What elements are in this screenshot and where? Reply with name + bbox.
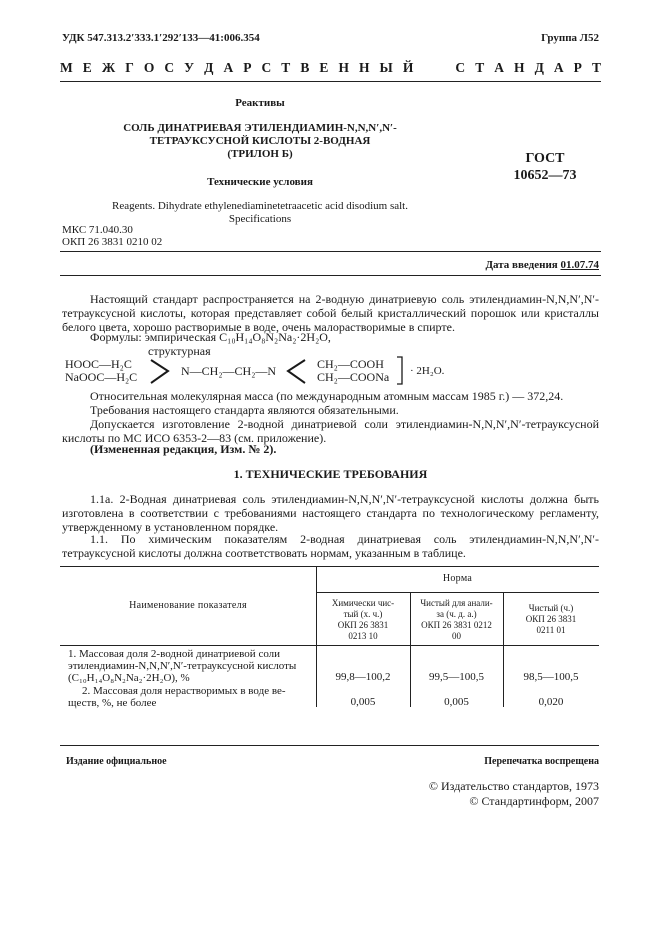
row-2-value-pure: 0,005 [350,696,376,708]
row-1-name-1: 1. Массовая доля 2-водной динатриевой соли [68,648,281,660]
grade-header-pure [316,598,410,642]
banner-letter: Н [338,60,349,75]
empirical-formula: C₁₀H₁₄O₈N₂Na₂·2H₂O, [219,330,331,344]
grade-line: тый (х. ч.) [343,609,383,619]
amendment-note: (Измененная редакция, Изм. № 2). [90,442,277,456]
category-title: Реактивы [235,97,285,109]
grade-line: ОКП 26 3831 0212 [421,620,492,630]
banner-letter: Н [514,60,525,75]
title-line-1: СОЛЬ ДИНАТРИЕВАЯ ЭТИЛЕНДИАМИН-N,N,N′,N′- [123,122,397,134]
iso-allowance: Допускается изготовление 2-водной динатриевой соли этилендиамин-N,N,N′,N′-тетрауксусной кислоты по МС ИСО 6353-2—83 (см. приложение). [62,417,599,445]
banner-letter: Т [281,60,291,75]
banner-letter: Ж [101,60,116,75]
struct-middle: N—CH₂—CH₂—N [181,364,277,378]
grade-line: Чистый для анали- [420,598,493,608]
grade-line: ОКП 26 3831 [525,614,577,624]
copyright-1973: © Издательство стандартов, 1973 [428,779,599,793]
table-header-rule [60,645,599,646]
table-col-name: Наименование показателя [129,600,247,611]
struct-brace-right [284,358,308,386]
struct-tail: · 2H₂O. [410,365,445,377]
struct-left [65,358,137,384]
reprint-notice: Перепечатка воспрещена [484,756,599,767]
classification-codes [62,224,162,248]
banner-letter: Ы [379,60,393,75]
structural-label: структурная [148,344,211,358]
banner-letter: А [223,60,234,75]
banner-letter: М [60,60,73,75]
banner-letter: С [261,60,272,75]
banner-letter: Т [475,60,485,75]
title-line-3: (ТРИЛОН Б) [227,148,293,160]
banner-letter: Т [591,60,601,75]
official-edition: Издание официальное [66,756,167,767]
table-norm-rule [316,592,599,593]
banner-letter: А [553,60,564,75]
banner-letter: Е [319,60,329,75]
banner-letter: Р [573,60,582,75]
gost-number [490,150,600,184]
formulas-label: Формулы: эмпирическая [90,330,217,344]
section-heading: 1. ТЕХНИЧЕСКИЕ ТРЕБОВАНИЯ [233,467,428,481]
paragraph-1-1a: 1.1а. 2-Водная динатриевая соль этилендиамин-N,N,N′,N′-тетрауксусной кислоты должна быть изготовлена в соответствии с требованиями настоящего стандарта по технологическому регламенту, утвержденному в установленном порядке. [62,492,599,534]
grade-line: ОКП 26 3831 [337,620,389,630]
mks-code: МКС 71.040.30 [62,224,133,236]
struct-bracket [396,356,404,386]
english-line-2: Specifications [228,213,292,225]
struct-right-1: CH₂—COOH [317,357,384,371]
banner-letter: Н [358,60,370,75]
group-code: Группа Л52 [541,32,599,44]
udk-code: УДК 547.313.2′333.1′292′133—41:006.354 [62,32,260,44]
copyright-2007: © Стандартинформ, 2007 [469,794,599,808]
english-title [60,200,460,226]
banner-letter: Р [243,60,252,75]
struct-right-2: CH₂—COONa [317,370,390,384]
gost-label: ГОСТ [525,151,565,166]
banner-letter: А [494,60,504,75]
banner-letter: Г [125,60,134,75]
row-1-name-2: этилендиамин-N,N,N′,N′-тетрауксусной кислоты [68,660,297,672]
struct-right [317,358,389,384]
banner-letter: С [164,60,175,75]
title-line-2: ТЕТРАУКСУСНОЙ КИСЛОТЫ 2-ВОДНАЯ [149,135,371,147]
struct-brace-left [148,358,172,386]
standard-banner [60,60,601,76]
intro-date [485,259,599,271]
english-line-1: Reagents. Dihydrate ethylenediaminetetraacetic acid disodium salt. [112,200,408,212]
grade-line: 00 [452,631,461,641]
grade-line: за (ч. д. а.) [436,609,477,619]
row-2-name-1: 2. Массовая доля нерастворимых в воде ве- [82,685,286,697]
grade-line: Химически чис- [331,598,395,608]
standard-title [60,122,460,161]
grade-line: Чистый (ч.) [528,603,574,613]
header-rule [60,81,601,82]
row-2-name-2: ществ, %, не более [68,697,157,709]
banner-letter: Д [204,60,214,75]
table-row [68,685,312,709]
date-rule [60,275,601,276]
row-1-value-pure: 99,8—100,2 [335,671,391,683]
banner-letter: О [143,60,155,75]
banner-letter: В [300,60,310,75]
intro-date-label: Дата введения [485,259,558,271]
row-2-value-clean: 0,020 [538,696,564,708]
intro-paragraph: Настоящий стандарт распространяется на 2-водную динатриевую соль этилендиамин-N,N,N′,N′-тетрауксусной кислоты, которая представляет собой белый кристаллический порошок или кристаллы белого цвета, хорошо растворимые в воде, очень малорастворимые в спирте. [62,292,599,334]
okp-code: ОКП 26 3831 0210 02 [62,236,163,248]
banner-letter: С [455,60,466,75]
gost-code: 10652—73 [513,168,577,183]
paragraph-1-1: 1.1. По химическим показателям 2-водная динатриевая соль этилендиамин-N,N,N′,N′-тетрауксусной кислоты должна соответствовать нормам, указанным в таблице. [62,532,599,560]
row-1-name-3: (C₁₀H₁₄O₈N₂Na₂·2H₂O), % [68,672,190,684]
molecular-mass: Относительная молекулярная масса (по международным атомным массам 1985 г.) — 372,24. [90,389,564,403]
formulas-line [90,330,331,344]
copyright [429,779,599,809]
row-1-value-clean: 98,5—100,5 [523,671,579,683]
row-1-value-analysis: 99,5—100,5 [429,671,484,683]
table-col-norm: Норма [442,573,473,584]
grade-line: 0213 10 [348,631,378,641]
banner-letter: У [184,60,195,75]
intro-date-value: 01.07.74 [560,259,599,271]
row-2-value-analysis: 0,005 [444,696,469,708]
subtitle: Технические условия [207,176,313,188]
table-top-rule [60,566,599,567]
footer-rule [60,745,599,746]
struct-left-2: NaOOC—H₂C [65,370,138,384]
table-row [68,648,312,684]
grade-header-analysis [410,598,503,642]
banner-letter: Е [82,60,92,75]
mandatory-note: Требования настоящего стандарта являются обязательными. [90,403,399,417]
banner-letter [423,60,445,76]
banner-letter: Й [402,60,414,75]
grade-line: 0211 01 [536,625,566,635]
struct-left-1: HOOC—H₂C [65,357,132,371]
banner-letter: Д [534,60,544,75]
grade-header-clean [503,603,599,636]
title-rule [60,251,601,252]
